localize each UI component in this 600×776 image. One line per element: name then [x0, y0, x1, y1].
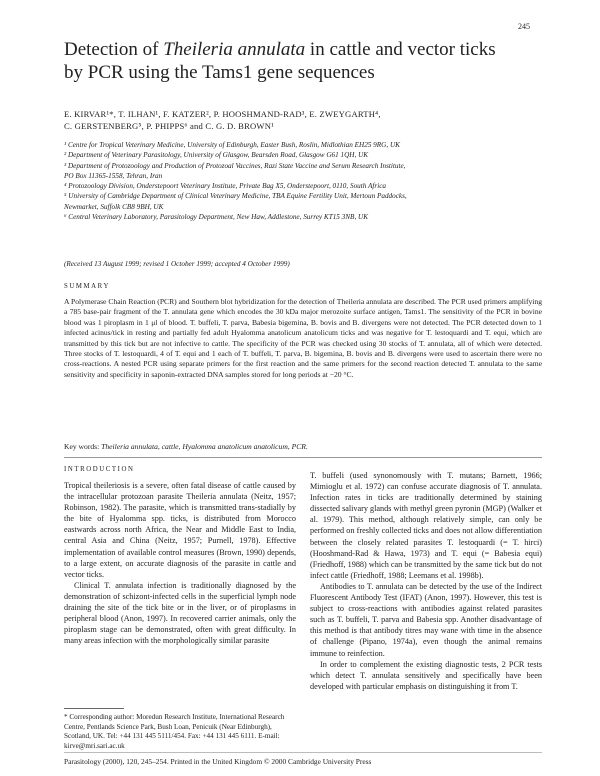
footer-divider	[64, 752, 542, 753]
affiliation: ⁵ University of Cambridge Department of Clinical Veterinary Medicine, TBA Equine Fertility Unit, Mertoun Paddocks,	[64, 192, 407, 201]
article-title	[64, 38, 544, 84]
affiliation: ¹ Centre for Tropical Veterinary Medicine, University of Edinburgh, Easter Bush, Roslin, Midlothian EH25 9RG, UK	[64, 141, 400, 149]
title-line-2: by PCR using the Tams1 gene sequences	[64, 62, 375, 83]
paragraph: Antibodies to T. annulata can be detected by the use of the Indirect Fluorescent Antibody Test (IFAT) (Anon, 1997). However, this test is subject to cross-reactions with antibodies against related parasites such as T. buffeli, T. parva and Babesia spp. Another disadvantage of this method is that antibody titres may wane with time in the absence of challenge (Pipano, 1974a), even though the animal remains immune to reinfection.	[310, 581, 542, 658]
page-footer: Parasitology (2000), 120, 245–254. Printed in the United Kingdom © 2000 Cambridge University Press	[64, 757, 372, 766]
affiliation: Newmarket, Suffolk CB8 9BH, UK	[64, 202, 164, 211]
keywords-list: Theileria annulata, cattle, Hyalomma anatolicum anatolicum, PCR.	[101, 442, 308, 451]
affiliation: ³ Department of Protozoology and Production of Protozoal Vaccines, Razi State Vaccine and Serum Research Institute,	[64, 161, 406, 170]
paragraph: T. buffeli (used synonomously with T. mutans; Barnett, 1966; Mimioglu et al. 1972) can confuse accurate diagnosis of T. annulata. Infection rates in ticks are traditionally determined by staining dissected salivary glands with methyl green pyronin (MGP) (Walker et al. 1979). This method, although relatively simple, can only be performed on freshly collected ticks and does not allow differentiation between the closely related parasites T. lestoquardi (= T. hirci) (Hooshmand-Rad & Hawa, 1973) and T. equi (= Babesia equi) (Friedhoff, 1988) which can be transmitted by the same tick but do not infect cattle (Friedhoff, 1988; Leemans et al. 1998b).	[310, 471, 542, 580]
paragraph: Clinical T. annulata infection is traditionally diagnosed by the demonstration of schizont-infected cells in the superficial lymph node draining the site of the tick bite or in the liver, or of piroplasms in peripheral blood (Anon, 1997). In recovered carrier animals, only the piroplasm stage can be demonstrated, often with great difficulty. In many areas infection with the morphologically similar parasite	[64, 580, 296, 646]
right-column	[310, 470, 542, 692]
footnote	[64, 713, 296, 752]
summary-heading: SUMMARY	[64, 283, 110, 290]
affiliation: ⁴ Protozoology Division, Onderstepoort Veterinary Institute, Private Bag X5, Onderstepoort, 0110, South Africa	[64, 182, 386, 191]
paragraph: Tropical theileriosis is a severe, often fatal disease of cattle caused by the intracellular protozoan parasite Theileria annulata (Neitz, 1957; Robinson, 1982). The parasite, which is transmitted trans-stadially by the bite of Hyalomma spp. ticks, is distributed from Morocco eastwards across north Africa, the Near and Middle East to India, central Asia and China (Neitz, 1957; Purnell, 1978). Effective implementation of available control measures (Brown, 1990) depends, to a large extent, on accurate diagnosis of the parasite in cattle and vector ticks.	[64, 481, 296, 579]
left-column	[64, 480, 296, 646]
keywords-label: Key words:	[64, 442, 100, 451]
author-line: C. GERSTENBERG⁵, P. PHIPPS⁶ and C. G. D. BROWN¹	[64, 121, 274, 131]
author-list	[64, 108, 542, 132]
introduction-heading: INTRODUCTION	[64, 466, 135, 473]
keywords	[64, 442, 542, 451]
footnote-rule	[64, 708, 124, 709]
summary-text: A Polymerase Chain Reaction (PCR) and Southern blot hybridization for the detection of Theileria annulata are described. The PCR used primers amplifying a 785 base-pair fragment of the T. annulata gene which encodes the 30 kDa major merozoite surface antigen, Tams1. The sensitivity of the PCR in bovine blood was 1 piroplasm in 1 μl of blood. T. buffeli, T. parva, Babesia bigemina, B. bovis and B. divergens were not detected. The PCR detected down to 1 infected acinus/tick in resting and partially fed adult Hyalomma anatolicum anatolicum ticks and was negative for T. lestoquardi and T. equi, which are transmitted by this tick but are not infective to cattle. The specificity of the PCR was checked using 30 stocks of T. annulata, all of which were detected. Three stocks of T. lestoquardi, 4 of T. equi and 1 each of T. buffeli, T. parva, B. bigemina, B. bovis and B. divergens were used to ascertain there were no cross-reactions. A nested PCR using separate primers for the first reaction and the same primers for the second reaction detected T. annulata to the same sensitivity and specificity in saponin-extracted DNA samples stored for long periods at −20 °C.	[64, 297, 542, 379]
title-part: Detection of	[64, 39, 164, 60]
affiliations	[64, 140, 542, 222]
affiliation: PO Box 11365-1558, Tehran, Iran	[64, 171, 163, 180]
affiliation: ⁶ Central Veterinary Laboratory, Parasitology Department, New Haw, Addlestone, Surrey KT15 3NB, UK	[64, 213, 369, 222]
paragraph: In order to complement the existing diagnostic tests, 2 PCR tests which detect T. annulata sensitively and specifically have been developed with particular emphasis on distinguishing it from T.	[310, 659, 542, 691]
author-line: E. KIRVAR¹*, T. ILHAN¹, F. KATZER², P. HOOSHMAND-RAD³, E. ZWEYGARTH⁴,	[64, 109, 381, 119]
footnote-text: * Corresponding author: Moredun Research Institute, International Research Centre, Pentlands Science Park, Bush Loan, Penicuik (Near Edinburgh), Scotland, UK. Tel: +44 131 445 5111/454. Fax: +44 131 445 6111. E-mail: kirve@mri.sari.ac.uk	[64, 713, 285, 751]
page-number: 245	[518, 22, 530, 31]
received-dates: (Received 13 August 1999; revised 1 October 1999; accepted 4 October 1999)	[64, 260, 290, 268]
section-divider	[64, 457, 542, 458]
title-part: in cattle and vector ticks	[305, 39, 496, 60]
title-species: Theileria annulata	[163, 39, 306, 60]
affiliation: ² Department of Veterinary Parasitology, University of Glasgow, Bearsden Road, Glasgow G61 1QH, UK	[64, 151, 369, 160]
